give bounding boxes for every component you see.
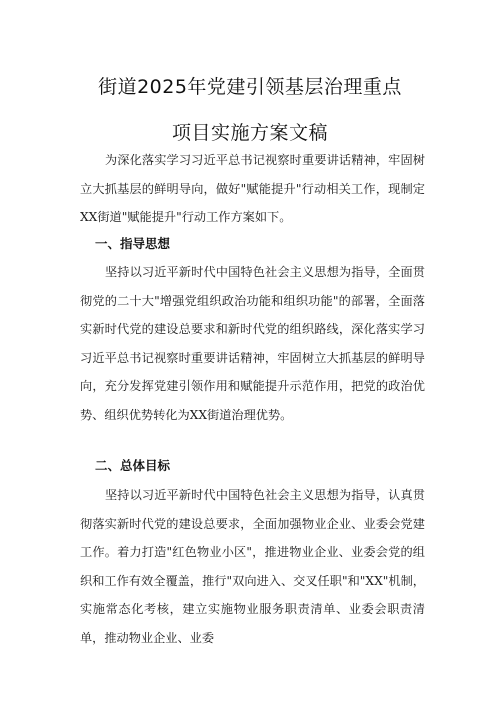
- intro-paragraph: 为深化落实学习习近平总书记视察时重要讲话精神，牢固树立大抓基层的鲜明导向，做好"赋能提升"行动相关工作，现制定XX街道"赋能提升"行动工作方案如下。: [80, 153, 425, 224]
- section-1-heading: 一、指导思想: [95, 236, 171, 251]
- section-2-heading: 二、总体目标: [95, 458, 171, 473]
- section-1-paragraph: 坚持以习近平新时代中国特色社会主义思想为指导，全面贯彻党的二十大"增强党组织政治功能和组织功能"的部署，全面落实新时代党的建设总要求和新时代党的组织路线，深化落实学习习近平总书记视察时重要讲话精神，牢固树立大抓基层的鲜明导向，充分发挥党建引领作用和赋能提升示范作用，把党的政治优势、组织优势转化为XX街道治理优势。: [80, 265, 425, 422]
- document-title-line-1: 街道2025年党建引领基层治理重点: [98, 76, 402, 98]
- document-title-line-2: 项目实施方案文稿: [171, 122, 328, 144]
- section-2-paragraph: 坚持以习近平新时代中国特色社会主义思想为指导，认真贯彻落实新时代党的建设总要求，全面加强物业企业、业委会党建工作。着力打造"红色物业小区"，推进物业企业、业委会党的组织和工作有效全覆盖，推行"双向进入、交叉任职"和"XX"机制，实施常态化考核，建立实施物业服务职责清单、业委会职责清单，推动物业企业、业委: [80, 488, 425, 645]
